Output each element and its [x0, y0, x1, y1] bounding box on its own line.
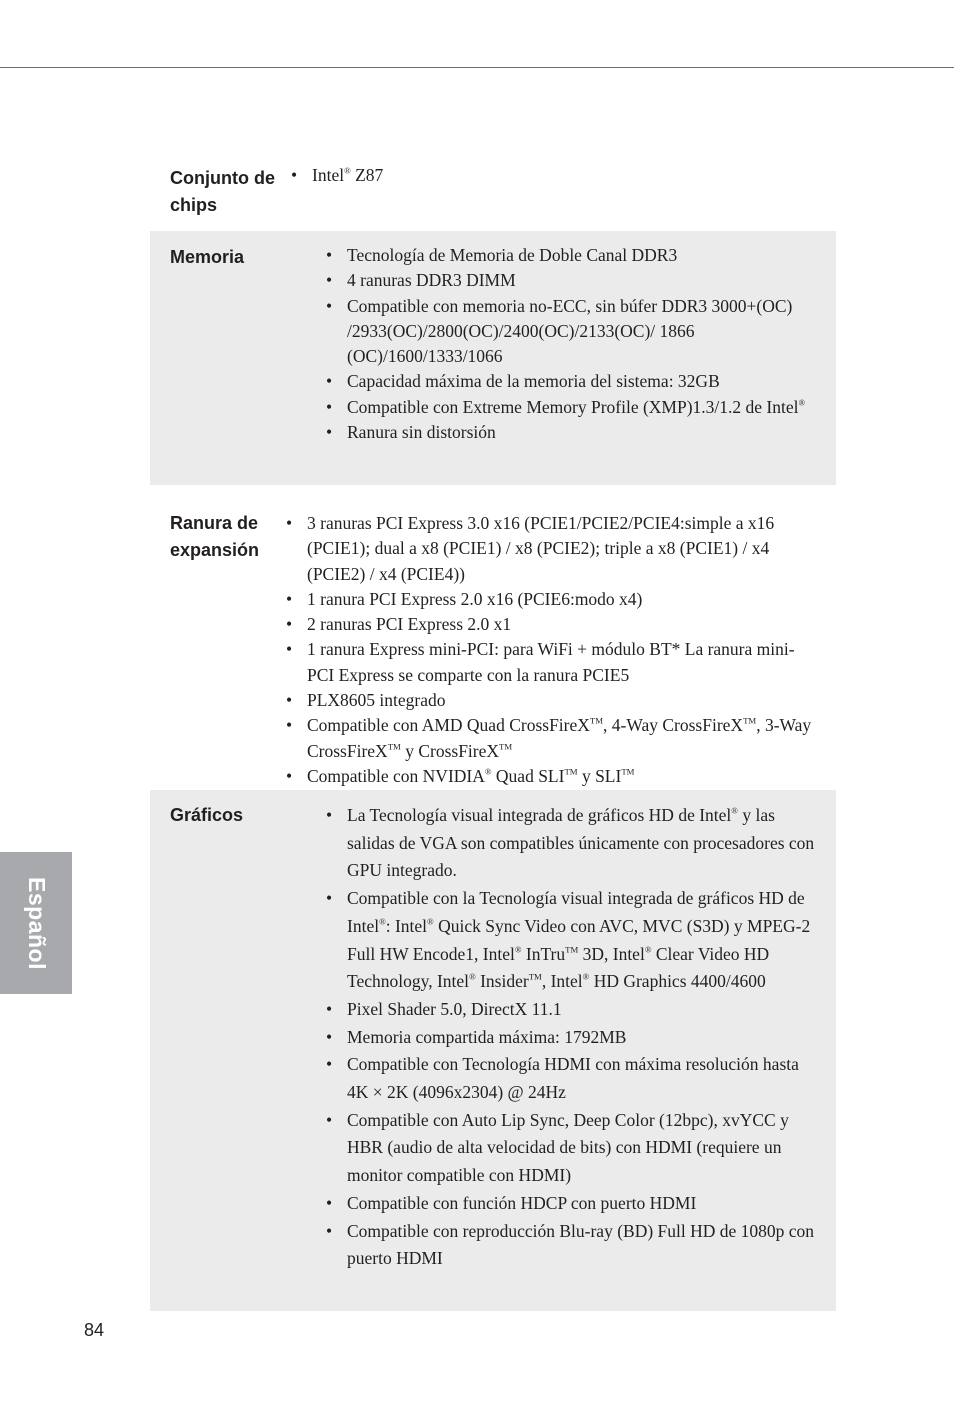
spec-row-memory [150, 231, 836, 485]
spec-label-graphics: Gráficos [170, 805, 244, 825]
spec-item: • Ranura sin distorsión [310, 420, 816, 445]
spec-item: • 3 ranuras PCI Express 3.0 x16 (PCIE1/PCIE2/PCIE4:simple a x16 (PCIE1); dual a x8 (PCIE1) / x8 (PCIE2); triple a x8 (PCIE1) / x4 (PCIE2) / x4 (PCIE4)) [270, 511, 816, 587]
spec-row-graphics [150, 790, 836, 1311]
spec-item: • Compatible con Auto Lip Sync, Deep Color (12bpc), xvYCC y HBR (audio de alta velocidad de bits) con HDMI (requiere un monitor compatible con HDMI) [310, 1107, 816, 1190]
spec-item: • Compatible con memoria no-ECC, sin búfer DDR3 3000+(OC) /2933(OC)/2800(OC)/2400(OC)/2133(OC)/ 1866 (OC)/1600/1333/1066 [310, 294, 816, 370]
spec-row-chipset [150, 157, 836, 231]
spec-label-expansion: Ranura de expansión [170, 513, 260, 560]
language-tab [0, 852, 72, 994]
spec-item: • Intel® Z87 [275, 163, 816, 188]
spec-item: • Compatible con Extreme Memory Profile (XMP)1.3/1.2 de Intel® [310, 395, 816, 420]
spec-list-memory [310, 243, 836, 485]
spec-item: • 1 ranura PCI Express 2.0 x16 (PCIE6:modo x4) [270, 587, 816, 612]
spec-item: • Compatible con NVIDIA® Quad SLI™ y SLI™ [270, 764, 816, 789]
spec-item: • Compatible con AMD Quad CrossFireX™, 4-Way CrossFireX™, 3-Way CrossFireX™ y CrossFireX™ [270, 713, 816, 764]
spec-item: • Capacidad máxima de la memoria del sistema: 32GB [310, 369, 816, 394]
spec-item: • Pixel Shader 5.0, DirectX 11.1 [310, 996, 816, 1024]
spec-item: • Compatible con la Tecnología visual integrada de gráficos HD de Intel®: Intel® Quick Sync Video con AVC, MVC (S3D) y MPEG-2 Full HW Encode1, Intel® InTru™ 3D, Intel® Clear Video HD Technology, Intel® Insider™, Intel® HD Graphics 4400/4600 [310, 885, 816, 996]
spec-item: • 1 ranura Express mini-PCI: para WiFi + módulo BT* La ranura mini-PCI Express se comparte con la ranura PCIE5 [270, 637, 816, 688]
header-rule [0, 67, 954, 68]
spec-label-memory: Memoria [170, 247, 245, 267]
spec-item: • Tecnología de Memoria de Doble Canal DDR3 [310, 243, 816, 268]
spec-item: • Compatible con función HDCP con puerto HDMI [310, 1190, 816, 1218]
spec-item: • La Tecnología visual integrada de gráficos HD de Intel® y las salidas de VGA son compatibles únicamente con procesadores con GPU integrado. [310, 802, 816, 885]
spec-list-graphics [310, 802, 836, 1311]
spec-list-chipset [275, 163, 836, 231]
spec-list-expansion [270, 511, 836, 790]
spec-item: • Compatible con Tecnología HDMI con máxima resolución hasta 4K × 2K (4096x2304) @ 24Hz [310, 1051, 816, 1106]
spec-item: • PLX8605 integrado [270, 688, 816, 713]
spec-item: • Compatible con reproducción Blu-ray (BD) Full HD de 1080p con puerto HDMI [310, 1218, 816, 1273]
spec-item: • 4 ranuras DDR3 DIMM [310, 268, 816, 293]
page-number: 84 [84, 1320, 105, 1340]
spec-item: • Memoria compartida máxima: 1792MB [310, 1024, 816, 1052]
spec-item: • 2 ranuras PCI Express 2.0 x1 [270, 612, 816, 637]
language-tab-label: Español [23, 876, 50, 970]
spec-label-chipset: Conjunto de chips [170, 168, 275, 215]
spec-row-expansion [150, 498, 836, 790]
spec-table [150, 157, 836, 1311]
